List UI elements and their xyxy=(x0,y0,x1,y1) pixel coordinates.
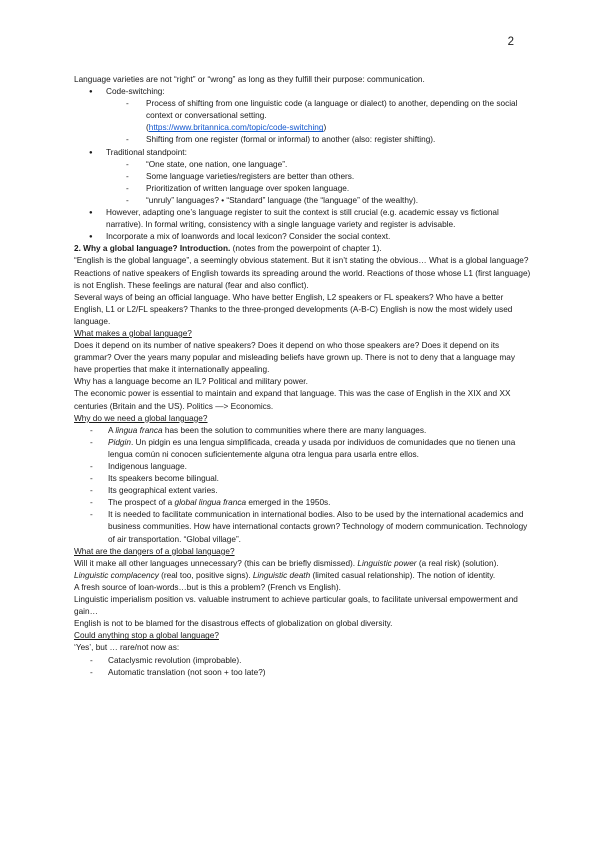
dash-item-text: Process of shifting from one linguistic code (a language or dialect) to another, depending on the social context or conversational setting. xyxy=(146,99,518,121)
dash-item: - Some language varieties/registers are better than others. xyxy=(74,171,534,183)
text: (a real risk) (solution). xyxy=(416,558,499,568)
bullet-item: ● Traditional standpoint: xyxy=(74,147,534,159)
dash-item: - Shifting from one register (formal or informal) to another (also: register shifting). xyxy=(74,134,534,146)
paragraph: A fresh source of loan-words…but is this a problem? (French vs English). xyxy=(74,582,341,592)
dash-item xyxy=(74,425,534,437)
italic-term: Linguistic death xyxy=(252,570,311,580)
document-body xyxy=(74,74,534,679)
text: has been the solution to communities where there are many languages. xyxy=(162,425,427,435)
dash-item: - Cataclysmic revolution (improbable). xyxy=(74,655,534,667)
bullet-item: ● Incorporate a mix of loanwords and local lexicon? Consider the social context. xyxy=(74,231,534,243)
text: A xyxy=(108,425,116,435)
dash-item: - Its geographical extent varies. xyxy=(74,485,534,497)
heading-bold: 2. Why a global language? Introduction. xyxy=(74,244,231,254)
dash-item: - Its speakers become bilingual. xyxy=(74,473,534,485)
dash-item: - Process of shifting from one linguistic code (a language or dialect) to another, depending on the social context or conversational setting. (https://www.britannica.com/topic/code-switching) xyxy=(74,98,534,134)
text: . Un pidgin es una lengua simplificada, creada y usada por individuos de comunidades que no tienen una lengua común ni conocen suficientemente alguna otra lengua para usarla entre ellos. xyxy=(108,437,516,459)
heading-note: (notes from the powerpoint of chapter 1). xyxy=(230,244,382,254)
text: The prospect of a xyxy=(108,498,175,508)
paragraph: Language varieties are not “right” or “wrong” as long as they fulfill their purpose: communication. xyxy=(74,75,425,84)
dash-item: - Indigenous language. xyxy=(74,461,534,473)
bullet-item: ● Code-switching: xyxy=(74,86,534,98)
italic-term: Linguistic complacency xyxy=(74,570,159,580)
paragraph: The economic power is essential to maintain and expand that language. This was the case of English in the XIX and XX centuries (Britain and the US). Politics —> Economics. xyxy=(74,389,511,411)
paragraph: English is not to be blamed for the disastrous effects of globalization on global diversity. xyxy=(74,619,393,629)
section-heading xyxy=(74,243,534,255)
dash-item: - “One state, one nation, one language”. xyxy=(74,159,534,171)
italic-term: Linguistic power xyxy=(357,558,417,568)
dash-item xyxy=(74,437,534,461)
italic-term: lingua franca xyxy=(115,425,163,435)
bullet-item: ● However, adapting one’s language register to suit the context is still crucial (e.g. academic essay vs fictional narrative). In formal writing, consistency with a single language variety and register is advisable. xyxy=(74,207,534,231)
paragraph: Linguistic imperialism position vs. valuable instrument to achieve particular goals, to facilitate universal empowerment and gain… xyxy=(74,595,518,617)
subheading: What makes a global language? xyxy=(74,328,192,338)
italic-term: global lingua franca xyxy=(174,498,247,508)
text: (real too, positive signs). xyxy=(158,570,253,580)
dash-item: - It is needed to facilitate communication in international bodies. Also to be used by the international academics and business communities. How have international contacts grown? Technology of modern communication. Technology of air transportation. “Global village”. xyxy=(74,509,534,545)
text: (limited casual relationship). The notion of identity. xyxy=(310,570,496,580)
dash-item: - “unruly” languages? • “Standard” language (the “language” of the wealthy). xyxy=(74,195,534,207)
subheading: What are the dangers of a global language? xyxy=(74,546,235,556)
dash-item: - Prioritization of written language over spoken language. xyxy=(74,183,534,195)
dash-item xyxy=(74,497,534,509)
text: emerged in the 1950s. xyxy=(246,498,331,508)
text: Will it make all other languages unnecessary? (this can be briefly dismissed). xyxy=(74,558,358,568)
subheading: Why do we need a global language? xyxy=(74,413,208,423)
paragraph: Why has a language become an IL? Political and military power. xyxy=(74,377,308,387)
paragraph: Reactions of native speakers of English towards its spreading around the world. Reactions of those whose L1 (first language) is not English. These feelings are natural (fear and also conflict). xyxy=(74,268,531,290)
italic-term: Pidgin xyxy=(108,437,131,447)
dash-item: - Automatic translation (not soon + too late?) xyxy=(74,667,534,679)
paragraph: “English is the global language”, a seemingly obvious statement. But it isn’t stating the obvious… What is a global language? xyxy=(74,256,529,266)
paragraph: ‘Yes’, but … rare/not now as: xyxy=(74,643,180,653)
page-number: 2 xyxy=(507,36,514,48)
paragraph: Does it depend on its number of native speakers? Does it depend on who those speakers are? Does it depend on its grammar? Over the years many popular and misleading beliefs have grown up. There is not to deny that a language may have properties that make it internationally appealing. xyxy=(74,341,516,375)
subheading: Could anything stop a global language? xyxy=(74,631,219,641)
britannica-link[interactable]: https://www.britannica.com/topic/code-switching xyxy=(148,123,324,133)
paragraph xyxy=(74,558,534,582)
paragraph: Several ways of being an official language. Who have better English, L2 speakers or FL speakers? Who have a better English, L1 or L2/FL speakers? Thanks to the three-pronged developments (A-B-C) English is now the most widely used language. xyxy=(74,292,513,326)
